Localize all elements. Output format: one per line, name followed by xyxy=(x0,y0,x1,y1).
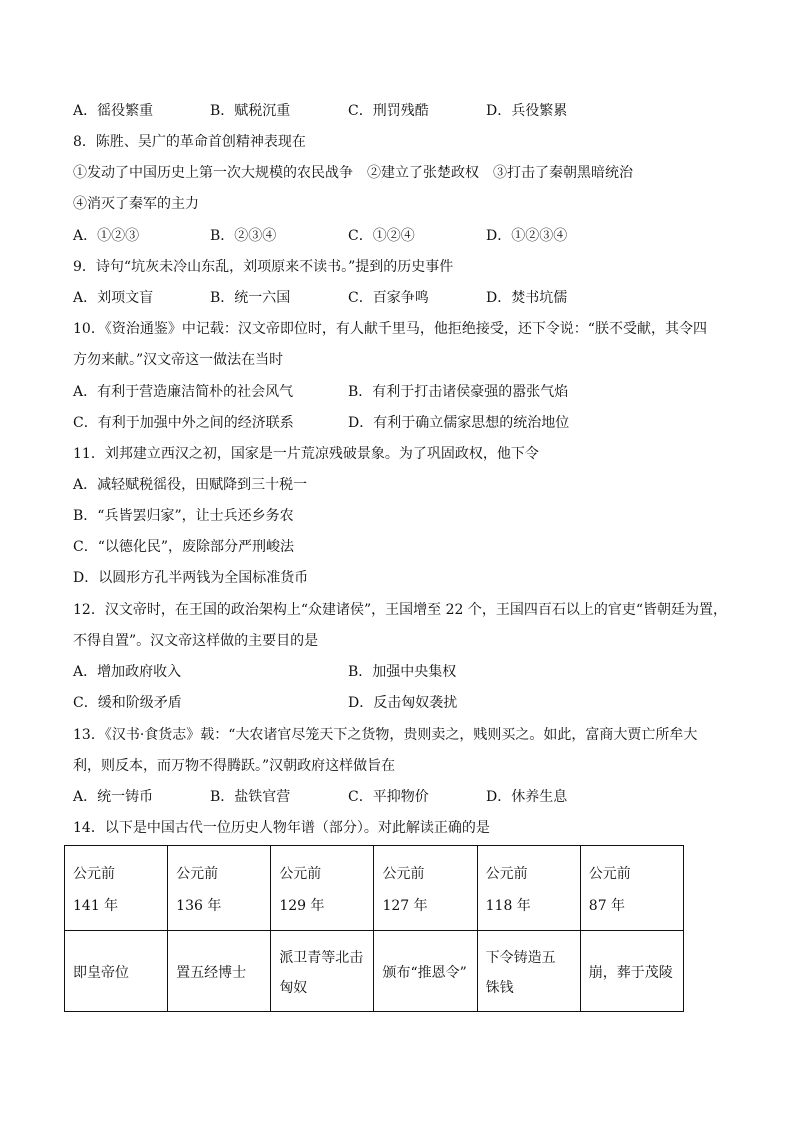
q8-stem: 8．陈胜、吴广的革命首创精神表现在 xyxy=(73,134,306,150)
year-prefix: 公元前 xyxy=(588,866,631,882)
q12-option-d: D．反击匈奴袭扰 xyxy=(348,695,458,711)
q7-option-a: A．徭役繁重 xyxy=(73,103,154,119)
event-cell xyxy=(271,931,374,1012)
event-cell xyxy=(65,931,168,1012)
q12-option-b: B．加强中央集权 xyxy=(348,664,457,680)
event-text: 即皇帝位 xyxy=(73,965,129,981)
q9-option-c: C．百家争鸣 xyxy=(348,290,429,306)
q10-stem-line1: 10．《资治通鉴》中记载：汉文帝即位时，有人献千里马，他拒绝接受，还下令说：“朕不受献，其令四 xyxy=(73,321,707,337)
q14-stem: 14．以下是中国古代一位历史人物年谱（部分）。对此解读正确的是 xyxy=(73,820,490,836)
q9-option-b: B．统一六国 xyxy=(210,290,291,306)
q13-option-a: A．统一铸币 xyxy=(73,789,154,805)
event-text: 派卫青等北击 xyxy=(279,950,364,966)
year-cell xyxy=(271,846,374,931)
year-value: 136 年 xyxy=(176,898,222,914)
q13-option-b: B．盐铁官营 xyxy=(210,789,291,805)
year-prefix: 公元前 xyxy=(382,866,425,882)
chronology-table xyxy=(64,845,684,1012)
year-prefix: 公元前 xyxy=(279,866,322,882)
q8-statements-line2: ④消灭了秦军的主力 xyxy=(73,196,199,212)
q11-option-a: A．减轻赋税徭役，田赋降到三十税一 xyxy=(73,477,308,493)
event-cell xyxy=(168,931,271,1012)
year-value: 118 年 xyxy=(485,898,531,914)
year-value: 129 年 xyxy=(279,898,325,914)
year-value: 127 年 xyxy=(382,898,428,914)
q10-option-c: C．有利于加强中外之间的经济联系 xyxy=(73,415,294,431)
year-cell xyxy=(168,846,271,931)
q13-option-c: C．平抑物价 xyxy=(348,789,429,805)
q8-option-c: C．①②④ xyxy=(348,228,415,244)
q13-stem-line1: 13．《汉书·食货志》载：“大农诸官尽笼天下之货物，贵则卖之，贱则买之。如此，富商大贾亡所牟大 xyxy=(73,727,698,743)
year-cell xyxy=(477,846,580,931)
q13-option-d: D．休养生息 xyxy=(486,789,568,805)
q12-option-a: A．增加政府收入 xyxy=(73,664,182,680)
q10-option-a: A．有利于营造廉洁简朴的社会风气 xyxy=(73,384,294,400)
q10-stem-line2: 方勿来献。”汉文帝这一做法在当时 xyxy=(73,352,284,368)
event-cell xyxy=(580,931,683,1012)
event-text: 颁布“推恩令” xyxy=(382,965,467,981)
q12-stem-line2: 不得自置”。汉文帝这样做的主要目的是 xyxy=(73,633,319,649)
year-cell xyxy=(374,846,477,931)
event-cell xyxy=(374,931,477,1012)
q8-option-b: B．②③④ xyxy=(210,228,277,244)
q7-option-c: C．刑罚残酷 xyxy=(348,103,429,119)
year-cell xyxy=(580,846,683,931)
event-cell xyxy=(477,931,580,1012)
event-text: 崩，葬于茂陵 xyxy=(588,965,673,981)
q7-option-d: D．兵役繁累 xyxy=(486,103,568,119)
q11-option-d: D．以圆形方孔半两钱为全国标准货币 xyxy=(73,570,309,586)
q12-stem-line1: 12．汉文帝时，在王国的政治架构上“众建诸侯”，王国增至 22 个，王国四百石以上的官吏“皆朝廷为置， xyxy=(73,602,727,618)
table-row-events xyxy=(65,931,684,1012)
q9-stem: 9．诗句“坑灰未冷山东乱，刘项原来不读书。”提到的历史事件 xyxy=(73,259,454,275)
q11-option-c: C．“以德化民”，废除部分严刑峻法 xyxy=(73,539,295,555)
year-prefix: 公元前 xyxy=(176,866,219,882)
q10-option-b: B．有利于打击诸侯豪强的嚣张气焰 xyxy=(348,384,569,400)
q12-option-c: C．缓和阶级矛盾 xyxy=(73,695,182,711)
q9-option-a: A．刘项文盲 xyxy=(73,290,154,306)
event-text-continued: 铢钱 xyxy=(485,980,514,996)
q8-option-a: A．①②③ xyxy=(73,228,140,244)
q8-option-d: D．①②③④ xyxy=(486,228,568,244)
event-text: 置五经博士 xyxy=(176,965,247,981)
q9-option-d: D．焚书坑儒 xyxy=(486,290,568,306)
q11-stem: 11．刘邦建立西汉之初，国家是一片荒凉残破景象。为了巩固政权，他下令 xyxy=(73,446,539,462)
table-row-years xyxy=(65,846,684,931)
year-cell xyxy=(65,846,168,931)
q13-stem-line2: 利，则反本，而万物不得腾跃。”汉朝政府这样做旨在 xyxy=(73,758,396,774)
year-value: 141 年 xyxy=(73,898,119,914)
year-prefix: 公元前 xyxy=(73,866,115,882)
q10-option-d: D．有利于确立儒家思想的统治地位 xyxy=(348,415,570,431)
event-text-continued: 匈奴 xyxy=(279,980,308,996)
year-value: 87 年 xyxy=(588,898,626,914)
year-prefix: 公元前 xyxy=(485,866,528,882)
q8-statements-line1: ①发动了中国历史上第一次大规模的农民战争 ②建立了张楚政权 ③打击了秦朝黑暗统治 xyxy=(73,165,633,181)
q11-option-b: B．“兵皆罢归家”，让士兵还乡务农 xyxy=(73,508,294,524)
event-text: 下令铸造五 xyxy=(485,950,556,966)
q7-option-b: B．赋税沉重 xyxy=(210,103,291,119)
